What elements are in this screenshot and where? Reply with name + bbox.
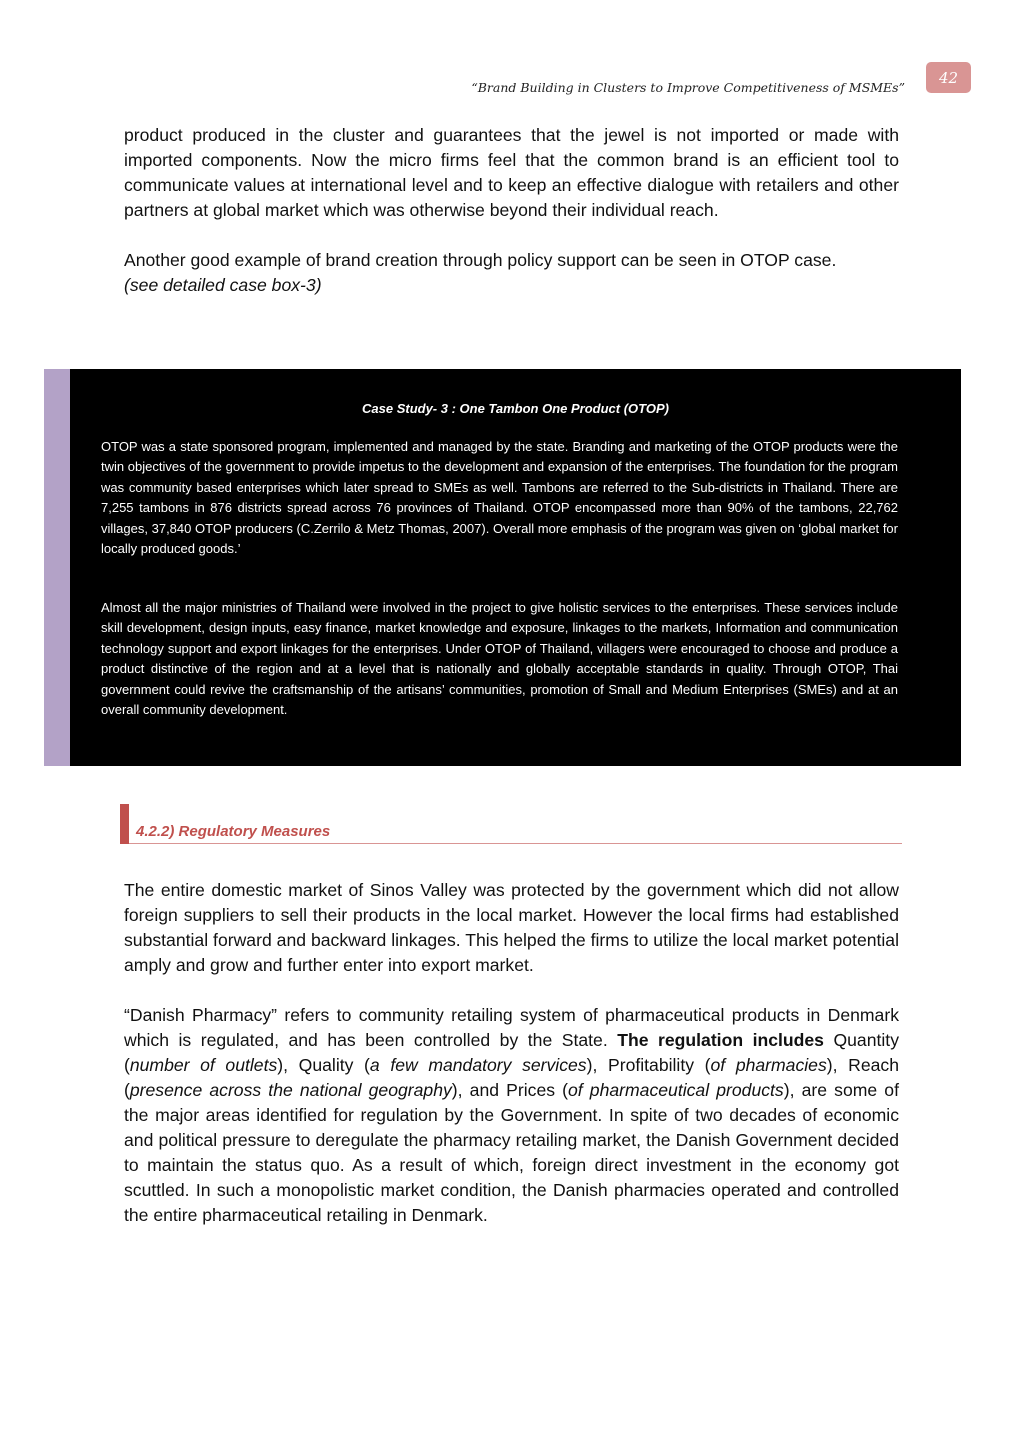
intro-paragraph: product produced in the cluster and guarantees that the jewel is not imported or made with imported components. Now the micro firms feel that the common brand is an efficient tool to communicate values at international level and to keep an effective dialogue with retailers and other partners at global market which was otherwise beyond their individual reach. (124, 125, 899, 220)
text-run: Quantity ( (124, 1030, 899, 1075)
text-run: ), Quality ( (277, 1055, 370, 1075)
case-reference-text: Another good example of brand creation through policy support can be seen in OTOP case. (124, 250, 837, 270)
section-underline (129, 843, 902, 844)
text-run: ), and Prices ( (451, 1080, 569, 1100)
text-run: ), Profitability ( (586, 1055, 711, 1075)
sinos-valley-paragraph: The entire domestic market of Sinos Valley was protected by the government which did not allow foreign suppliers to sell their products in the local market. However the local firms had established substantial forward and backward linkages. This helped the firms to utilize the local market potential amply and grow and further enter into export market. (124, 880, 899, 975)
running-header: “Brand Building in Clusters to Improve Competitiveness of MSMEs” (471, 80, 905, 95)
danish-pharmacy-paragraph (124, 1003, 899, 1228)
italic-text-run: number of outlets (129, 1055, 278, 1075)
italic-text-run: presence across the national geography (129, 1080, 452, 1100)
section-marker-bar (120, 804, 129, 844)
section-heading: 4.2.2) Regulatory Measures (136, 823, 331, 840)
text-run: ), Reach ( (124, 1055, 899, 1100)
case-study-title: Case Study- 3 : One Tambon One Product (OTOP) (362, 401, 669, 416)
case-study-paragraph-1: OTOP was a state sponsored program, implemented and managed by the state. Branding and marketing of the OTOP products were the twin objectives of the government to provide impetus to the development and expansion of the enterprises. The foundation for the program was community based enterprises which later spread to SMEs as well. Tambons are referred to the Sub-districts in Thailand. There are 7,255 tambons in 876 districts spread across 76 provinces of Thailand. OTOP encompassed more than 90% of the tambons, 22,762 villages, 37,840 OTOP producers (C.Zerrilo & Metz Thomas, 2007). Overall more emphasis of the program was given on ‘global market for locally produced goods.’ (101, 439, 898, 557)
bold-text-run: The regulation includes (617, 1030, 824, 1050)
case-box-stripe (44, 369, 70, 766)
text-run: “Danish Pharmacy” refers to community retailing system of pharmaceutical products in Denmark which is regulated, and has been controlled by the State. (124, 1005, 899, 1050)
italic-text-run: of pharmaceutical products (568, 1080, 784, 1100)
text-run: ), are some of the major areas identified for regulation by the Government. In spite of two decades of economic and political pressure to deregulate the pharmacy retailing market, the Danish Government decided to maintain the status quo. As a result of which, foreign direct investment in the economy got scuttled. In such a monopolistic market condition, the Danish pharmacies operated and controlled the entire pharmaceutical retailing in Denmark. (124, 1080, 899, 1225)
case-study-box (44, 369, 961, 766)
case-reference-paragraph (124, 248, 899, 298)
case-box-reference: (see detailed case box-3) (124, 275, 322, 295)
case-study-paragraph-2: Almost all the major ministries of Thailand were involved in the project to give holistic services to the enterprises. These services include skill development, design inputs, easy finance, market knowledge and exposure, linkages to the markets, Information and communication technology support and export linkages for the enterprises. Under OTOP of Thailand, villagers were encouraged to choose and produce a product distinctive of the region and at a level that is nationally and globally acceptable standards in quality. Through OTOP, Thai government could revive the craftsmanship of the artisans’ communities, promotion of Small and Medium Enterprises (SMEs) and at an overall community development. (101, 600, 898, 718)
italic-text-run: a few mandatory services (369, 1055, 587, 1075)
italic-text-run: of pharmacies (710, 1055, 827, 1075)
page-number-badge: 42 (926, 62, 971, 93)
